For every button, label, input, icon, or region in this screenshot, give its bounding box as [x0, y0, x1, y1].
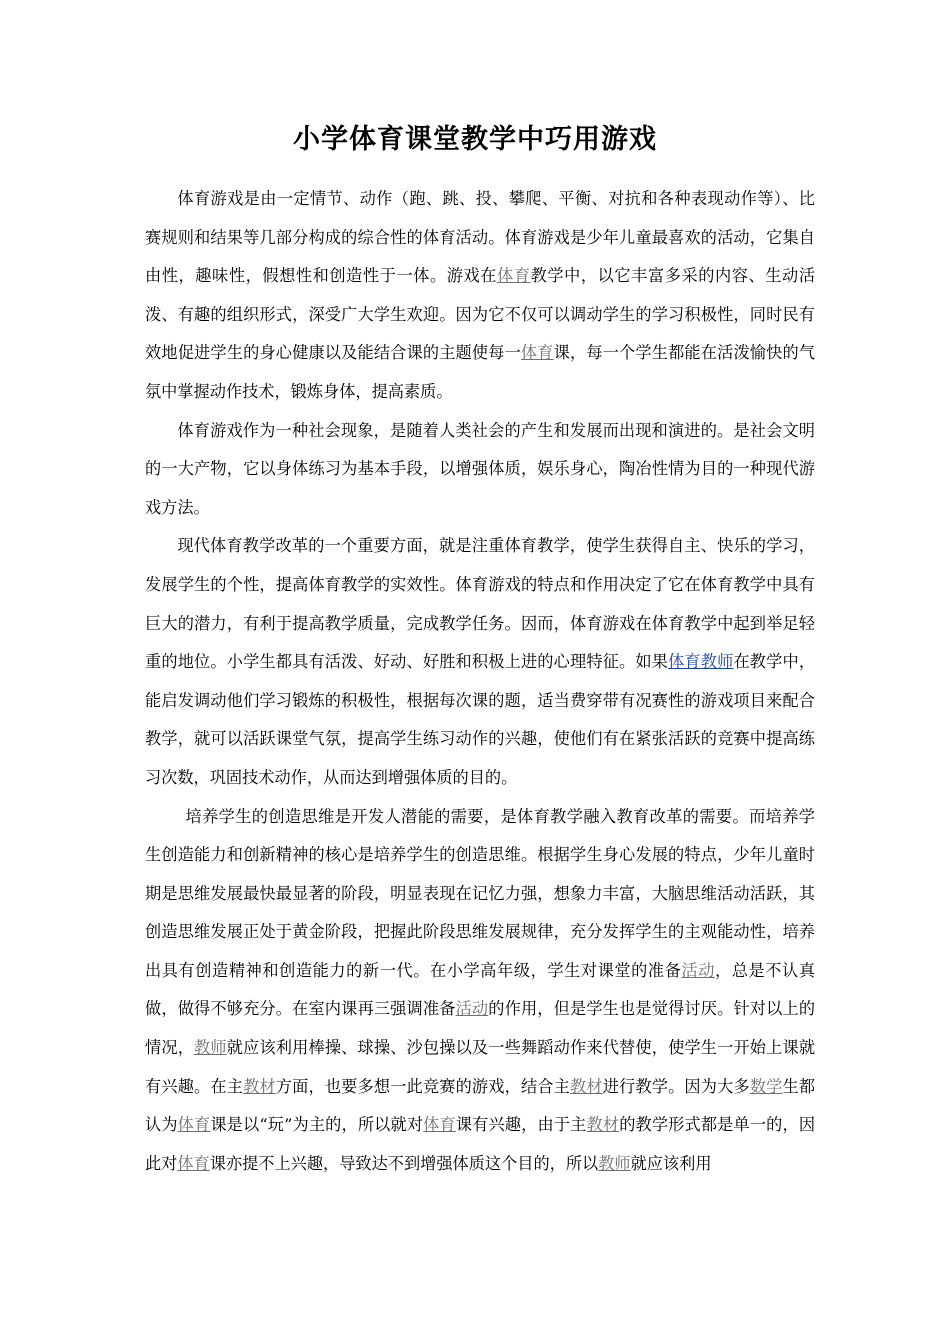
- paragraph-4: [145, 798, 815, 1184]
- link-jiaocai[interactable]: 教材: [570, 1076, 603, 1096]
- paragraph-text: 的教学形式都是单一的，因此对: [145, 1115, 816, 1173]
- link-tiyu[interactable]: 体育: [423, 1115, 456, 1135]
- paragraph-text: 课亦提不上兴趣，导致达不到增强体质这个目的，所以: [209, 1153, 599, 1173]
- paragraph-2: [145, 412, 815, 528]
- link-tiyu[interactable]: 体育: [497, 266, 531, 286]
- paragraph-text: ，总是不认真做，做得不够充分。在室内课再三强调准备: [145, 960, 816, 1019]
- paragraph-text: 培养学生的创造思维是开发人潜能的需要，是体育教学融入教育改革的需要。而培养学生创造能力和创新精神的核心是培养学生的创造思维。根据学生身心发展的特点，少年儿童时期是思维发展最快最显著的阶段，明显表现在记忆力强，想象力丰富，大脑思维活动活跃，其创造思维发展正处于黄金阶段，把握此阶段思维发展规律，充分发挥学生的主观能动性，培养出具有创造精神和创造能力的新一代。在小学高年级，学生对课堂的准备: [145, 806, 815, 980]
- link-tiyu[interactable]: 体育: [177, 1115, 211, 1135]
- paragraph-text: 现代体育教学改革的一个重要方面，就是注重体育教学，使学生获得自主、快乐的学习，发展学生的个性，提高体育教学的实效性。体育游戏的特点和作用决定了它在体育教学中具有巨大的潜力，有利于提高教学质量，完成教学任务。因而，体育游戏在体育教学中起到举足轻重的地位。小学生都具有活泼、好动、好胜和积极上进的心理特征。如果: [145, 536, 815, 672]
- link-shuxue[interactable]: 数学: [749, 1076, 783, 1096]
- paragraph-3: [145, 527, 815, 797]
- document-body: [145, 180, 815, 1183]
- paragraph-text: 就应该利用棒操、球操、沙包操以及一些舞蹈动作来代替使，使学生一开始上课就有兴趣。在主: [145, 1038, 816, 1096]
- link-tiyu[interactable]: 体育: [177, 1153, 210, 1173]
- paragraph-text: 就应该利用: [630, 1153, 712, 1173]
- link-jiaoshi[interactable]: 教师: [598, 1153, 631, 1173]
- link-jiaocai[interactable]: 教材: [586, 1115, 620, 1135]
- link-huodong[interactable]: 活动: [455, 999, 489, 1019]
- paragraph-text: 在教学中，能启发调动他们学习锻炼的积极性，根据每次课的题，适当费穿带有况赛性的游戏项目来配合教学，就可以活跃课堂气氛，提高学生练习动作的兴趣，使他们有在紧张活跃的竞赛中提高练习次数，巩固技术动作，从而达到增强体质的目的。: [145, 652, 816, 787]
- link-jiaoshi[interactable]: 教师: [194, 1038, 227, 1058]
- paragraph-text: 课是以“玩”为主的，所以就对: [210, 1115, 424, 1135]
- link-huodong[interactable]: 活动: [681, 960, 715, 980]
- paragraph-text: 体育游戏作为一种社会现象，是随着人类社会的产生和发展而出现和演进的。是社会文明的一大产物，它以身体练习为基本手段，以增强体质，娱乐身心，陶冶性情为目的一种现代游戏方法。: [145, 420, 815, 517]
- paragraph-text: 教学中，以它丰富多采的内容、生动活泼、有趣的组织形式，深受广大学生欢迎。因为它不仅可以调动学生的学习积极性，同时民有效地促进学生的身心健康以及能结合课的主题使每一: [145, 266, 816, 363]
- link-jiaocai[interactable]: 教材: [243, 1076, 276, 1096]
- paragraph-1: [145, 180, 815, 412]
- paragraph-text: 体育游戏是由一定情节、动作（跑、跳、投、攀爬、平衡、对抗和各种表现动作等）、比赛规则和结果等几部分构成的综合性的体育活动。体育游戏是少年儿童最喜欢的活动，它集自由性，趣味性，假想性和创造性于一体。游戏在: [145, 189, 815, 286]
- link-tiyu-jiaoshi[interactable]: 体育教师: [668, 652, 734, 672]
- document-title: 小学体育课堂教学中巧用游戏: [293, 124, 657, 155]
- paragraph-text: 课有兴趣，由于主: [455, 1115, 587, 1135]
- paragraph-text: 方面，也要多想一此竞赛的游戏，结合主: [275, 1076, 570, 1096]
- link-tiyu[interactable]: 体育: [520, 343, 554, 363]
- paragraph-text: 课，每一个学生都能在活泼愉快的气氛中掌握动作技术，锻炼身体，提高素质。: [145, 343, 816, 401]
- paragraph-text: 进行教学。因为大多: [602, 1076, 750, 1096]
- paragraph-text: 生都认为: [145, 1076, 816, 1135]
- paragraph-text: 的作用，但是学生也是觉得讨厌。针对以上的情况，: [145, 999, 816, 1058]
